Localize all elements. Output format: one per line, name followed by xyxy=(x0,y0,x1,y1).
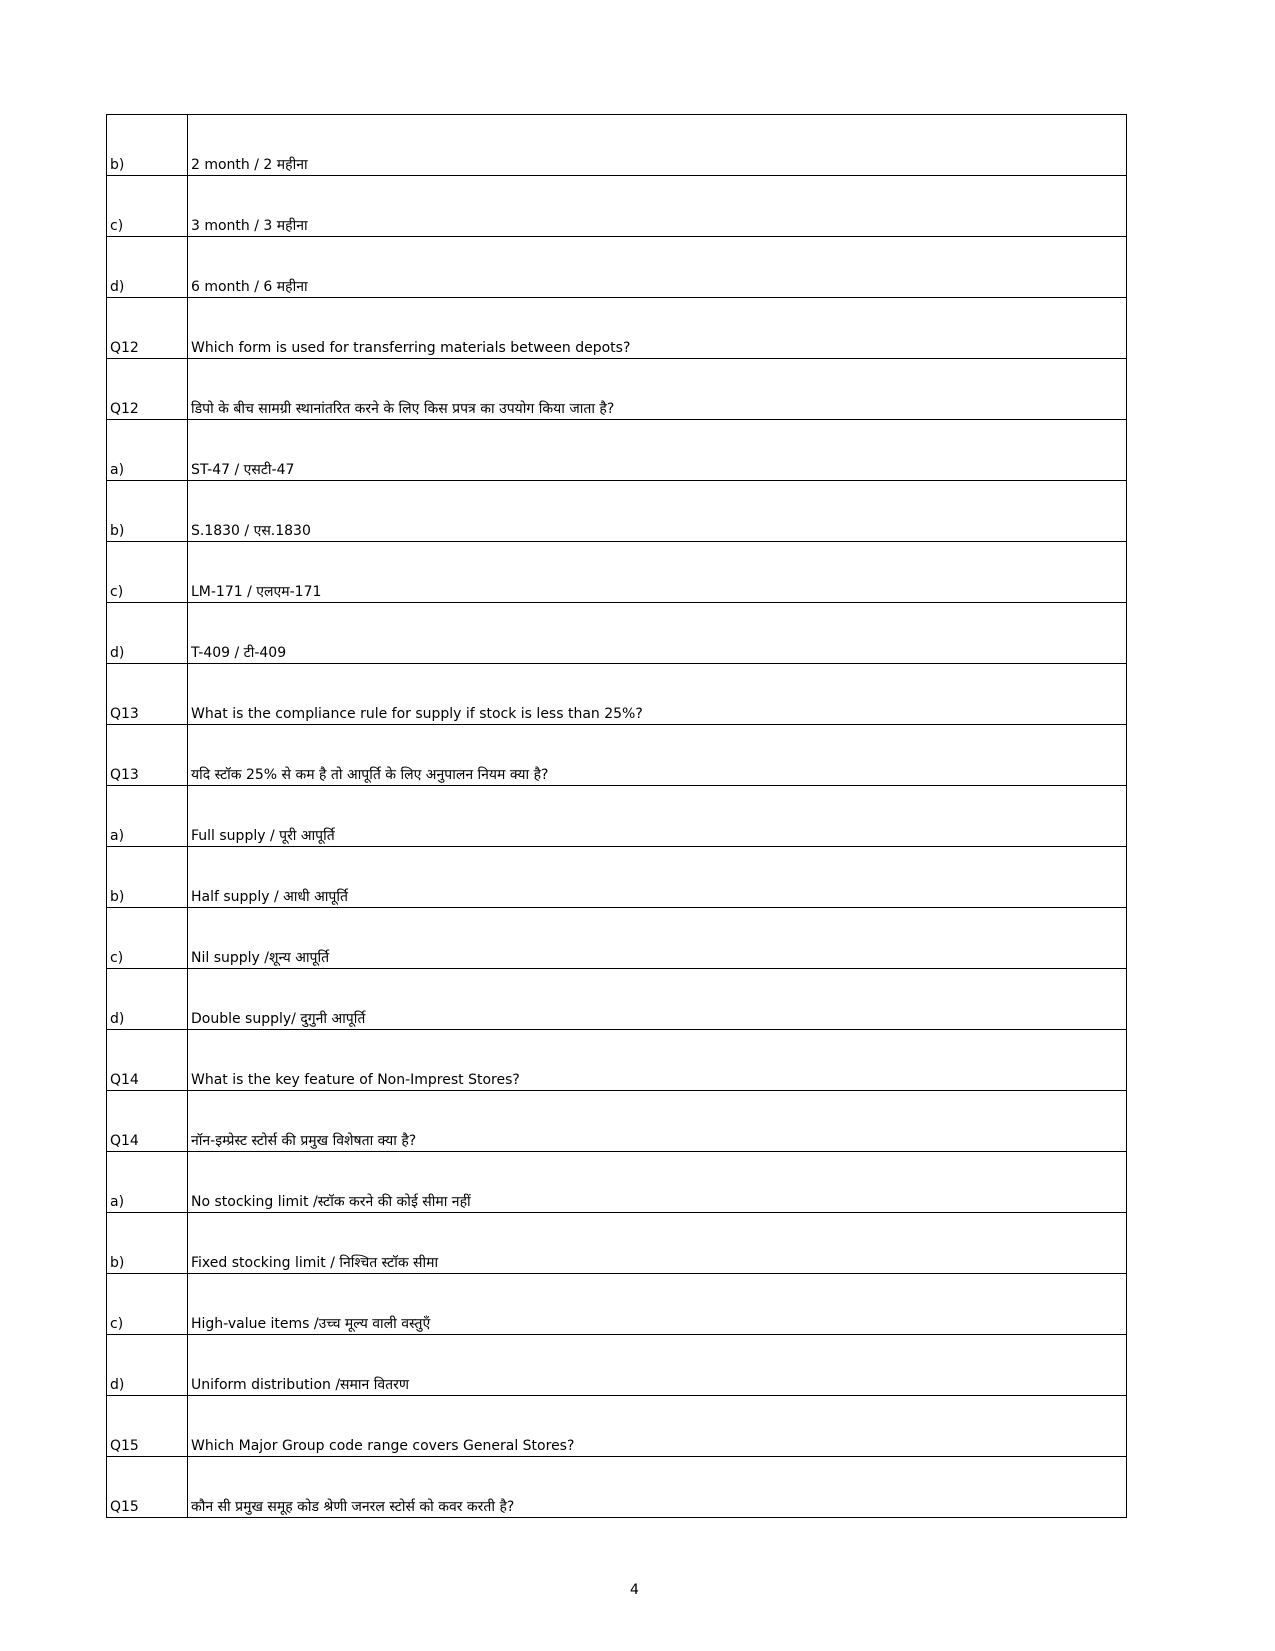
row-text: What is the key feature of Non-Imprest Stores? xyxy=(188,1030,1127,1091)
table-row xyxy=(107,298,1127,359)
question-table xyxy=(106,114,1127,1518)
row-label: Q14 xyxy=(107,1091,188,1152)
table-row xyxy=(107,176,1127,237)
row-label: Q15 xyxy=(107,1457,188,1518)
row-text: 3 month / 3 महीना xyxy=(188,176,1127,237)
row-text: No stocking limit /स्टॉक करने की कोई सीमा नहीं xyxy=(188,1152,1127,1213)
table-row xyxy=(107,1335,1127,1396)
table-row xyxy=(107,481,1127,542)
table-row xyxy=(107,359,1127,420)
row-label: a) xyxy=(107,1152,188,1213)
table-row xyxy=(107,908,1127,969)
row-label: c) xyxy=(107,176,188,237)
table-row xyxy=(107,725,1127,786)
row-label: Q15 xyxy=(107,1396,188,1457)
row-label: c) xyxy=(107,1274,188,1335)
row-label: Q14 xyxy=(107,1030,188,1091)
table-row xyxy=(107,1213,1127,1274)
table-row xyxy=(107,420,1127,481)
table-row xyxy=(107,1457,1127,1518)
row-text: Full supply / पूरी आपूर्ति xyxy=(188,786,1127,847)
table-row xyxy=(107,115,1127,176)
row-text: यदि स्टॉक 25% से कम है तो आपूर्ति के लिए अनुपालन नियम क्या है? xyxy=(188,725,1127,786)
table-row xyxy=(107,786,1127,847)
table-row xyxy=(107,1091,1127,1152)
row-label: d) xyxy=(107,237,188,298)
row-text: 2 month / 2 महीना xyxy=(188,115,1127,176)
row-text: डिपो के बीच सामग्री स्थानांतरित करने के लिए किस प्रपत्र का उपयोग किया जाता है? xyxy=(188,359,1127,420)
row-label: Q12 xyxy=(107,298,188,359)
row-label: a) xyxy=(107,786,188,847)
row-text: ST-47 / एसटी-47 xyxy=(188,420,1127,481)
row-label: Q13 xyxy=(107,664,188,725)
row-text: Half supply / आधी आपूर्ति xyxy=(188,847,1127,908)
row-text: Which Major Group code range covers General Stores? xyxy=(188,1396,1127,1457)
row-label: c) xyxy=(107,542,188,603)
row-label: b) xyxy=(107,115,188,176)
row-text: नॉन-इम्प्रेस्ट स्टोर्स की प्रमुख विशेषता क्या है? xyxy=(188,1091,1127,1152)
row-label: Q12 xyxy=(107,359,188,420)
row-label: b) xyxy=(107,1213,188,1274)
table-row xyxy=(107,1396,1127,1457)
row-text: T-409 / टी-409 xyxy=(188,603,1127,664)
row-text: S.1830 / एस.1830 xyxy=(188,481,1127,542)
row-label: b) xyxy=(107,481,188,542)
table-row xyxy=(107,237,1127,298)
row-text: LM-171 / एलएम-171 xyxy=(188,542,1127,603)
table-row xyxy=(107,969,1127,1030)
row-text: What is the compliance rule for supply if stock is less than 25%? xyxy=(188,664,1127,725)
table-row xyxy=(107,542,1127,603)
row-text: Double supply/ दुगुनी आपूर्ति xyxy=(188,969,1127,1030)
table-row xyxy=(107,1152,1127,1213)
row-label: d) xyxy=(107,1335,188,1396)
row-label: a) xyxy=(107,420,188,481)
row-label: Q13 xyxy=(107,725,188,786)
row-label: d) xyxy=(107,969,188,1030)
page-number: 4 xyxy=(630,1582,639,1598)
table-row xyxy=(107,1274,1127,1335)
table-row xyxy=(107,1030,1127,1091)
row-label: c) xyxy=(107,908,188,969)
row-text: Which form is used for transferring materials between depots? xyxy=(188,298,1127,359)
row-text: 6 month / 6 महीना xyxy=(188,237,1127,298)
row-text: Uniform distribution /समान वितरण xyxy=(188,1335,1127,1396)
row-text: कौन सी प्रमुख समूह कोड श्रेणी जनरल स्टोर्स को कवर करती है? xyxy=(188,1457,1127,1518)
row-label: d) xyxy=(107,603,188,664)
table-row xyxy=(107,664,1127,725)
row-text: Nil supply /शून्य आपूर्ति xyxy=(188,908,1127,969)
row-label: b) xyxy=(107,847,188,908)
row-text: High-value items /उच्च मूल्य वाली वस्तुएँ xyxy=(188,1274,1127,1335)
table-row xyxy=(107,603,1127,664)
table-row xyxy=(107,847,1127,908)
row-text: Fixed stocking limit / निश्चित स्टॉक सीमा xyxy=(188,1213,1127,1274)
